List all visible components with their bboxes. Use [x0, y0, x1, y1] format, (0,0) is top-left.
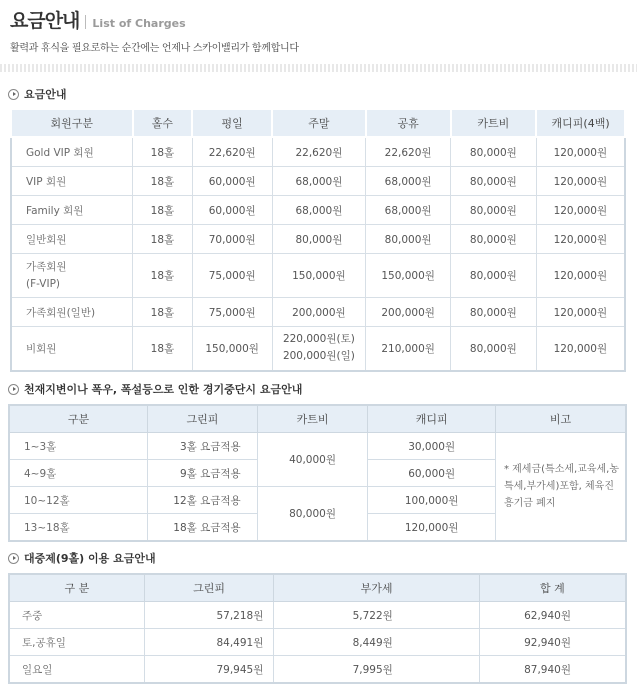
- remarks-note: * 제세금(특소세,교육세,농특세,부가세)포함, 체육진흥기금 폐지: [495, 433, 626, 542]
- green-fee-rule: 12홀 요금적용: [148, 487, 258, 514]
- vat: 5,722원: [274, 602, 479, 629]
- weekend-fee: 150,000원: [272, 254, 366, 298]
- table-header-row: [9, 574, 626, 602]
- table-row: [11, 254, 625, 298]
- holes-cell: 18홀: [133, 137, 193, 167]
- member-type: [11, 254, 133, 298]
- cart-fee: 80,000원: [451, 298, 537, 327]
- table-header-row: [11, 109, 625, 137]
- member-type: Family 회원: [11, 196, 133, 225]
- table-row: [9, 656, 626, 684]
- green-fee: 57,218원: [144, 602, 274, 629]
- weekday-fee: 60,000원: [192, 167, 272, 196]
- column-header: 합 계: [479, 574, 626, 602]
- cart-fee: 80,000원: [451, 327, 537, 371]
- column-header: 캐디피(4백): [536, 109, 625, 137]
- holiday-fee: 200,000원: [366, 298, 451, 327]
- bullet-icon: [8, 89, 19, 100]
- page-title-english: List of Charges: [92, 17, 186, 30]
- caddie-fee: 120,000원: [536, 137, 625, 167]
- hole-range: 4~9홀: [9, 460, 148, 487]
- total: 87,940원: [479, 656, 626, 684]
- holiday-fee: 22,620원: [366, 137, 451, 167]
- column-header: 회원구분: [11, 109, 133, 137]
- page-subtitle: 활력과 휴식을 필요로하는 순간에는 언제나 스카이밸리가 함께합니다: [10, 43, 299, 54]
- member-type: 비회원: [11, 327, 133, 371]
- bullet-icon: [8, 384, 19, 395]
- day-type: 주중: [9, 602, 144, 629]
- bullet-icon: [8, 553, 19, 564]
- weekday-fee: 60,000원: [192, 196, 272, 225]
- section-title-charges: [8, 86, 67, 102]
- weekend-fee: 68,000원: [272, 196, 366, 225]
- section-title-weather: [8, 381, 302, 397]
- public-9hole-table: [8, 573, 627, 684]
- green-fee-rule: 3홀 요금적용: [148, 433, 258, 460]
- title-separator: [85, 15, 86, 29]
- holiday-fee: 210,000원: [366, 327, 451, 371]
- weekday-fee: 75,000원: [192, 254, 272, 298]
- weekend-fee: 68,000원: [272, 167, 366, 196]
- caddie-fee: 120,000원: [536, 167, 625, 196]
- hole-range: 1~3홀: [9, 433, 148, 460]
- table-row: [11, 196, 625, 225]
- cart-fee: 80,000원: [257, 487, 368, 542]
- total: 62,940원: [479, 602, 626, 629]
- holes-cell: 18홀: [133, 167, 193, 196]
- column-header: 구 분: [9, 574, 144, 602]
- member-type: 가족회원(일반): [11, 298, 133, 327]
- weekend-fee: [272, 327, 366, 371]
- caddie-fee: 120,000원: [536, 196, 625, 225]
- weekend-fee-sunday: 200,000원(일): [282, 350, 355, 363]
- page-title: 요금안내: [10, 10, 80, 32]
- day-type: 토,공휴일: [9, 629, 144, 656]
- charges-table: [10, 108, 626, 372]
- caddie-fee: 120,000원: [368, 514, 496, 542]
- hole-range: 10~12홀: [9, 487, 148, 514]
- weekend-fee-saturday: 220,000원(토): [282, 333, 355, 346]
- table-row: [9, 602, 626, 629]
- green-fee-rule: 18홀 요금적용: [148, 514, 258, 542]
- table-row: [9, 629, 626, 656]
- column-header: 주말: [272, 109, 366, 137]
- weekday-fee: 75,000원: [192, 298, 272, 327]
- cart-fee: 80,000원: [451, 137, 537, 167]
- column-header: 카트비: [257, 405, 368, 433]
- column-header: 부가세: [274, 574, 479, 602]
- weekday-fee: 22,620원: [192, 137, 272, 167]
- caddie-fee: 120,000원: [536, 254, 625, 298]
- column-header: 그린피: [144, 574, 274, 602]
- green-fee: 84,491원: [144, 629, 274, 656]
- section-title-text: 천재지변이나 폭우, 폭설등으로 인한 경기중단시 요금안내: [24, 383, 303, 396]
- holes-cell: 18홀: [133, 254, 193, 298]
- cart-fee: 80,000원: [451, 225, 537, 254]
- cart-fee: 80,000원: [451, 167, 537, 196]
- table-row: [11, 137, 625, 167]
- caddie-fee: 60,000원: [368, 460, 496, 487]
- caddie-fee: 30,000원: [368, 433, 496, 460]
- total: 92,940원: [479, 629, 626, 656]
- weather-interruption-table: [8, 404, 627, 542]
- caddie-fee: 100,000원: [368, 487, 496, 514]
- day-type: 일요일: [9, 656, 144, 684]
- holiday-fee: 80,000원: [366, 225, 451, 254]
- column-header: 비고: [495, 405, 626, 433]
- member-type-line1: 가족회원: [26, 260, 67, 273]
- table-row: [11, 298, 625, 327]
- caddie-fee: 120,000원: [536, 298, 625, 327]
- page-header: [10, 6, 630, 54]
- cart-fee: 40,000원: [257, 433, 368, 487]
- green-fee: 79,945원: [144, 656, 274, 684]
- caddie-fee: 120,000원: [536, 225, 625, 254]
- holiday-fee: 150,000원: [366, 254, 451, 298]
- table-row: [9, 433, 626, 460]
- column-header: 캐디피: [368, 405, 496, 433]
- column-header: 구분: [9, 405, 148, 433]
- weekend-fee: 22,620원: [272, 137, 366, 167]
- column-header: 홀수: [133, 109, 193, 137]
- holiday-fee: 68,000원: [366, 196, 451, 225]
- table-row: [11, 327, 625, 371]
- header-divider: [0, 64, 637, 72]
- hole-range: 13~18홀: [9, 514, 148, 542]
- column-header: 카트비: [451, 109, 537, 137]
- member-type: VIP 회원: [11, 167, 133, 196]
- vat: 8,449원: [274, 629, 479, 656]
- table-header-row: [9, 405, 626, 433]
- table-row: [11, 167, 625, 196]
- section-title-public-9hole: [8, 550, 156, 566]
- section-title-text: 대중제(9홀) 이용 요금안내: [24, 552, 156, 565]
- section-title-text: 요금안내: [24, 88, 67, 101]
- weekend-fee: 200,000원: [272, 298, 366, 327]
- holes-cell: 18홀: [133, 327, 193, 371]
- weekend-fee: 80,000원: [272, 225, 366, 254]
- green-fee-rule: 9홀 요금적용: [148, 460, 258, 487]
- member-type: Gold VIP 회원: [11, 137, 133, 167]
- holiday-fee: 68,000원: [366, 167, 451, 196]
- title-row: [10, 6, 630, 33]
- column-header: 공휴: [366, 109, 451, 137]
- holes-cell: 18홀: [133, 298, 193, 327]
- cart-fee: 80,000원: [451, 254, 537, 298]
- member-type: 일반회원: [11, 225, 133, 254]
- weekday-fee: 150,000원: [192, 327, 272, 371]
- holes-cell: 18홀: [133, 225, 193, 254]
- vat: 7,995원: [274, 656, 479, 684]
- column-header: 그린피: [148, 405, 258, 433]
- weekday-fee: 70,000원: [192, 225, 272, 254]
- cart-fee: 80,000원: [451, 196, 537, 225]
- holes-cell: 18홀: [133, 196, 193, 225]
- member-type-line2: (F-VIP): [26, 277, 61, 290]
- caddie-fee: 120,000원: [536, 327, 625, 371]
- table-row: [11, 225, 625, 254]
- column-header: 평일: [192, 109, 272, 137]
